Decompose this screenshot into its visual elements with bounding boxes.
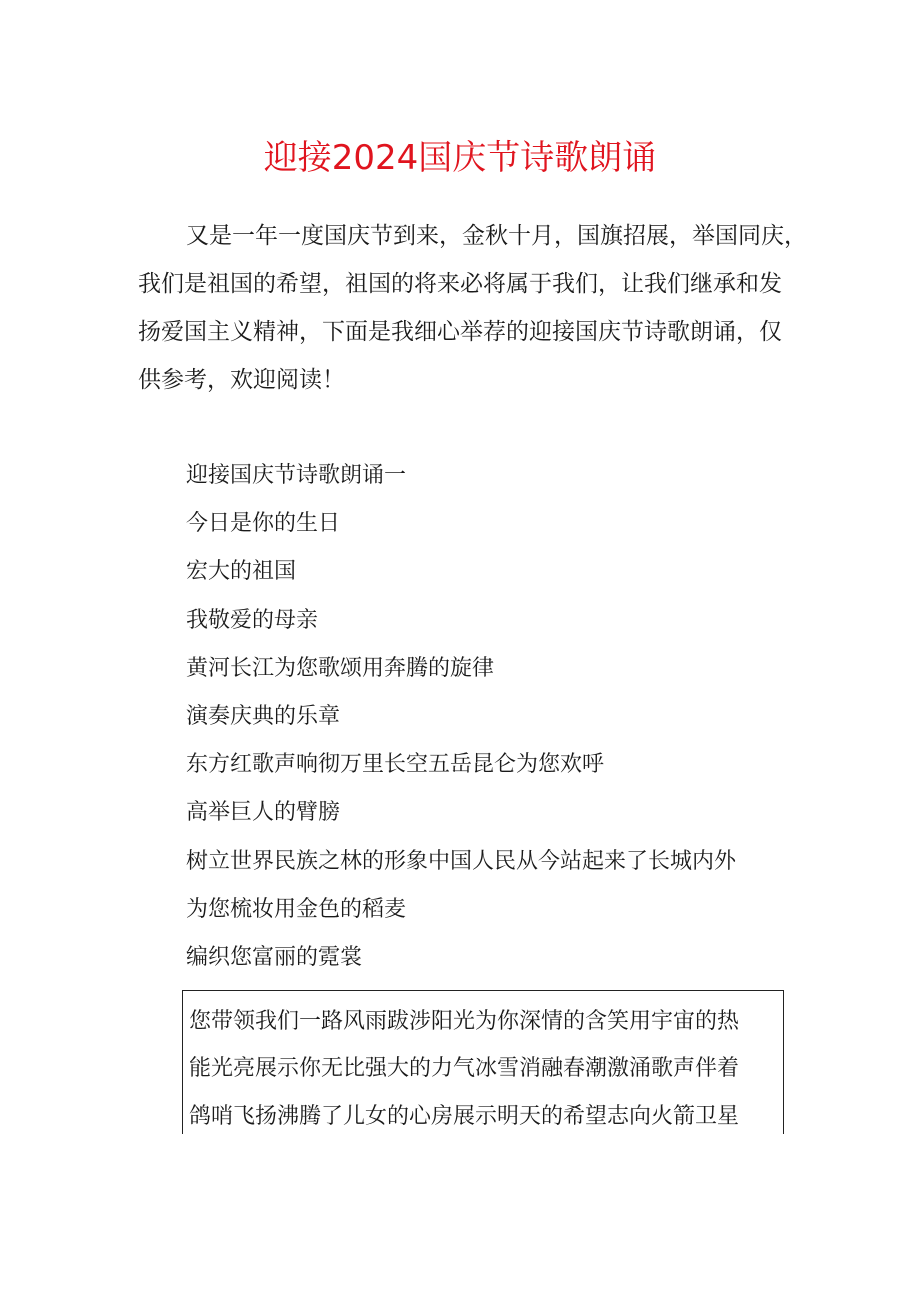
intro-line: 供参考，欢迎阅读！ [138,367,345,393]
boxed-text-frame [182,990,784,1134]
poem-heading: 迎接国庆节诗歌朗诵一 [186,463,407,488]
boxed-line: 鸽哨飞扬沸腾了儿女的心房展示明天的希望志向火箭卫星 [189,1104,740,1129]
poem-line: 宏大的祖国 [186,559,297,585]
intro-line: 又是一年一度国庆节到来，金秋十月，国旗招展，举国同庆， [186,223,807,249]
poem-line: 编织您富丽的霓裳 [186,945,363,971]
poem-line: 树立世界民族之林的形象中国人民从今站起来了长城内外 [186,848,737,874]
poem-line: 我敬爱的母亲 [186,607,319,633]
boxed-line: 您带领我们一路风雨跋涉阳光为你深情的含笑用宇宙的热 [189,1009,740,1034]
poem-line: 黄河长江为您歌颂用奔腾的旋律 [186,655,495,681]
poem-line: 今日是你的生日 [186,511,341,537]
poem-line: 演奏庆典的乐章 [186,704,341,730]
document-title: 迎接2024国庆节诗歌朗诵 [263,138,657,178]
poem-line: 东方红歌声响彻万里长空五岳昆仑为您欢呼 [186,752,605,778]
poem-line: 高举巨人的臂膀 [186,800,341,826]
boxed-line: 能光亮展示你无比强大的力气冰雪消融春潮激涌歌声伴着 [189,1056,740,1081]
poem-line: 为您梳妆用金色的稻麦 [186,896,407,922]
poem-body [186,452,786,982]
intro-line: 扬爱国主义精神，下面是我细心举荐的迎接国庆节诗歌朗诵，仅 [138,319,782,345]
intro-paragraph [138,212,807,404]
intro-line: 我们是祖国的希望，祖国的将来必将属于我们，让我们继承和发 [138,271,782,297]
